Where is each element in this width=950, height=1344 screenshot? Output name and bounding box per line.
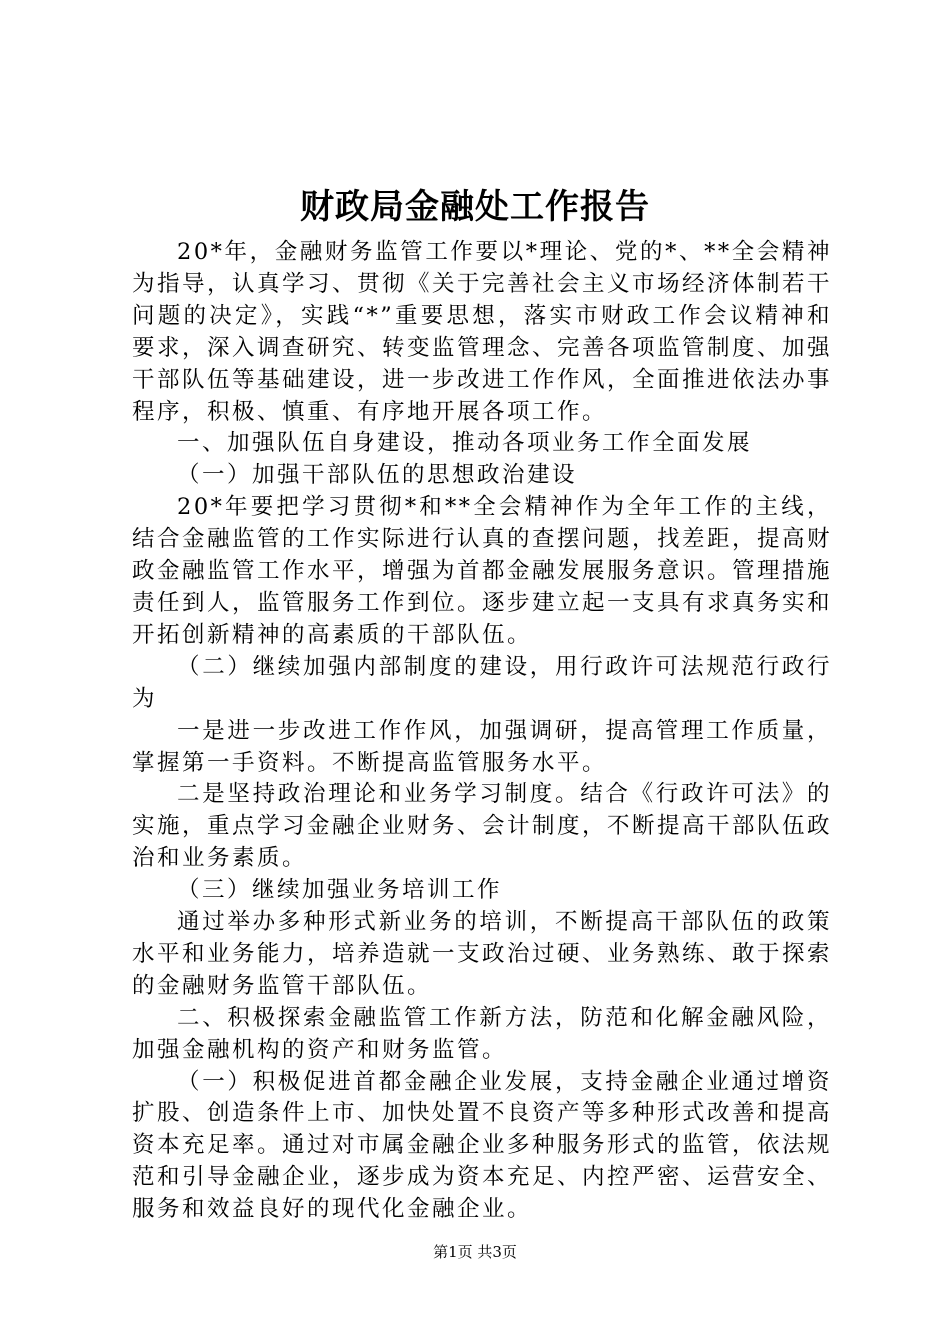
paragraph-1-3: 通过举办多种形式新业务的培训，不断提高干部队伍的政策水平和业务能力，培养造就一支政治过硬、业务熟练、敢于探索的金融财务监管干部队伍。 bbox=[132, 909, 833, 999]
page-number-footer: 第1页 共3页 bbox=[433, 1243, 517, 1261]
paragraph-1-2-b: 二是坚持政治理论和业务学习制度。结合《行政许可法》的实施，重点学习金融企业财务、会计制度，不断提高干部队伍政治和业务素质。 bbox=[132, 781, 833, 872]
section-heading-2: 二、积极探索金融监管工作新方法，防范和化解金融风险，加强金融机构的资产和财务监管。 bbox=[132, 1004, 832, 1063]
section-heading-1: 一、加强队伍自身建设，推动各项业务工作全面发展 bbox=[177, 430, 753, 457]
subsection-heading-1-1: （一）加强干部队伍的思想政治建设 bbox=[177, 462, 578, 489]
document-title: 财政局金融处工作报告 bbox=[300, 187, 650, 227]
document-body bbox=[132, 237, 832, 1226]
paragraph-1-1: 20*年要把学习贯彻*和**全会精神作为全年工作的主线，结合金融监管的工作实际进行认真的查摆问题，找差距，提高财政金融监管工作水平，增强为首都金融发展服务意识。管理措施责任到人，监管服务工作到位。逐步建立起一支具有求真务实和开拓创新精神的高素质的干部队伍。 bbox=[132, 494, 833, 648]
paragraph-2-1: （一）积极促进首都金融企业发展，支持金融企业通过增资扩股、创造条件上市、加快处置不良资产等多种形式改善和提高资本充足率。通过对市属金融企业多种服务形式的监管，依法规范和引导金融企业，逐步成为资本充足、内控严密、运营安全、服务和效益良好的现代化金融企业。 bbox=[132, 1068, 833, 1223]
paragraph-1-2-a: 一是进一步改进工作作风，加强调研，提高管理工作质量，掌握第一手资料。不断提高监管服务水平。 bbox=[132, 717, 832, 776]
subsection-heading-1-3: （三）继续加强业务培训工作 bbox=[177, 877, 503, 904]
paragraph-intro: 20*年，金融财务监管工作要以*理论、党的*、**全会精神为指导，认真学习、贯彻《关于完善社会主义市场经济体制若干问题的决定》，实践“*”重要思想，落实市财政工作会议精神和要求，深入调查研究、转变监管理念、完善各项监管制度、加强干部队伍等基础建设，进一步改进工作作风，全面推进依法办事程序，积极、慎重、有序地开展各项工作。 bbox=[132, 239, 833, 425]
subsection-heading-1-2: （二）继续加强内部制度的建设，用行政许可法规范行政行为 bbox=[132, 653, 832, 712]
